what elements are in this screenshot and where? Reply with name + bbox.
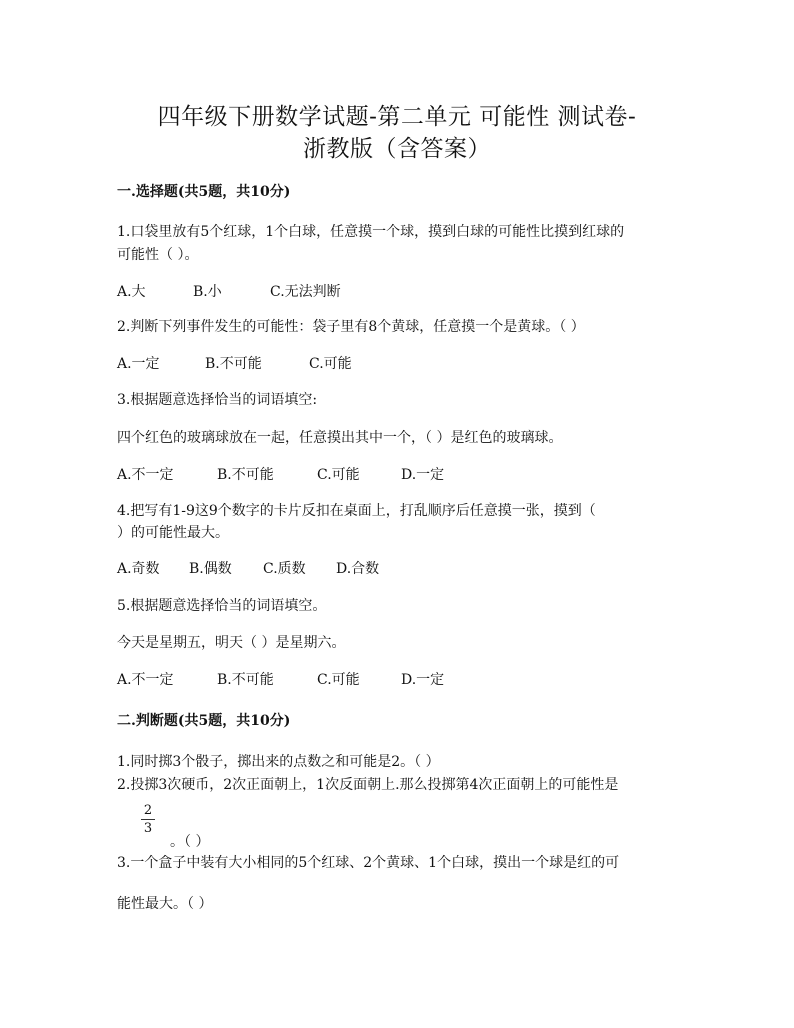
fraction-two-thirds [141, 803, 155, 836]
question-1-line-2: 可能性（ ）。 [117, 247, 199, 263]
option-a: A.奇数 [117, 561, 160, 577]
option-b: B.不可能 [217, 672, 274, 688]
option-c: C.可能 [317, 467, 360, 483]
judgement-2-line-1: 2.投掷3次硬币，2次正面朝上，1次反面朝上.那么投掷第4次正面朝上的可能性是 [117, 777, 619, 793]
option-b: B.偶数 [189, 561, 232, 577]
option-a: A.不一定 [117, 467, 174, 483]
question-3-line-2: 四个红色的玻璃球放在一起，任意摸出其中一个，（ ）是红色的玻璃球。 [117, 430, 563, 446]
question-4-line-1: 4.把写有1-9这9个数字的卡片反扣在桌面上，打乱顺序后任意摸一张，摸到（ [117, 503, 596, 519]
title-line-1: 四年级下册数学试题-第二单元 可能性 测试卷- [157, 104, 637, 130]
question-4-line-2: ）的可能性最大。 [117, 525, 229, 541]
question-3-line-1: 3.根据题意选择恰当的词语填空: [117, 392, 318, 408]
option-b: B.不可能 [217, 467, 274, 483]
question-5-line-1: 5.根据题意选择恰当的词语填空。 [117, 598, 327, 614]
title-line-2: 浙教版（含答案） [303, 136, 491, 162]
option-a: A.不一定 [117, 672, 174, 688]
judgement-3-line-2: 能性最大。（ ） [117, 896, 213, 912]
judgement-2-tail: 。（ ） [170, 834, 210, 850]
judgement-3-line-1: 3.一个盒子中装有大小相同的5个红球、2个黄球、1个白球，摸出一个球是红的可 [117, 855, 620, 871]
option-b: B.不可能 [205, 356, 262, 372]
option-d: D.一定 [401, 467, 445, 483]
option-c: C.可能 [309, 356, 352, 372]
section-heading-choice: 一.选择题(共5题，共10分) [117, 184, 291, 200]
fraction-numerator: 2 [143, 803, 153, 818]
option-a: A.大 [117, 284, 146, 300]
option-d: D.合数 [336, 561, 380, 577]
option-c: C.可能 [317, 672, 360, 688]
option-a: A.一定 [117, 356, 160, 372]
fraction-denominator: 3 [143, 821, 153, 836]
option-b: B.小 [193, 284, 222, 300]
option-c: C.质数 [263, 561, 306, 577]
section-heading-judgement: 二.判断题(共5题，共10分) [117, 713, 291, 729]
option-c: C.无法判断 [270, 284, 341, 300]
judgement-1: 1.同时掷3个骰子，掷出来的点数之和可能是2。（ ） [117, 754, 440, 770]
question-5-line-2: 今天是星期五，明天（ ）是星期六。 [117, 635, 346, 651]
question-2: 2.判断下列事件发生的可能性：袋子里有8个黄球，任意摸一个是黄球。（ ） [117, 319, 585, 335]
question-1-line-1: 1.口袋里放有5个红球，1个白球，任意摸一个球，摸到白球的可能性比摸到红球的 [117, 224, 625, 240]
fraction-bar [141, 819, 155, 820]
option-d: D.一定 [401, 672, 445, 688]
